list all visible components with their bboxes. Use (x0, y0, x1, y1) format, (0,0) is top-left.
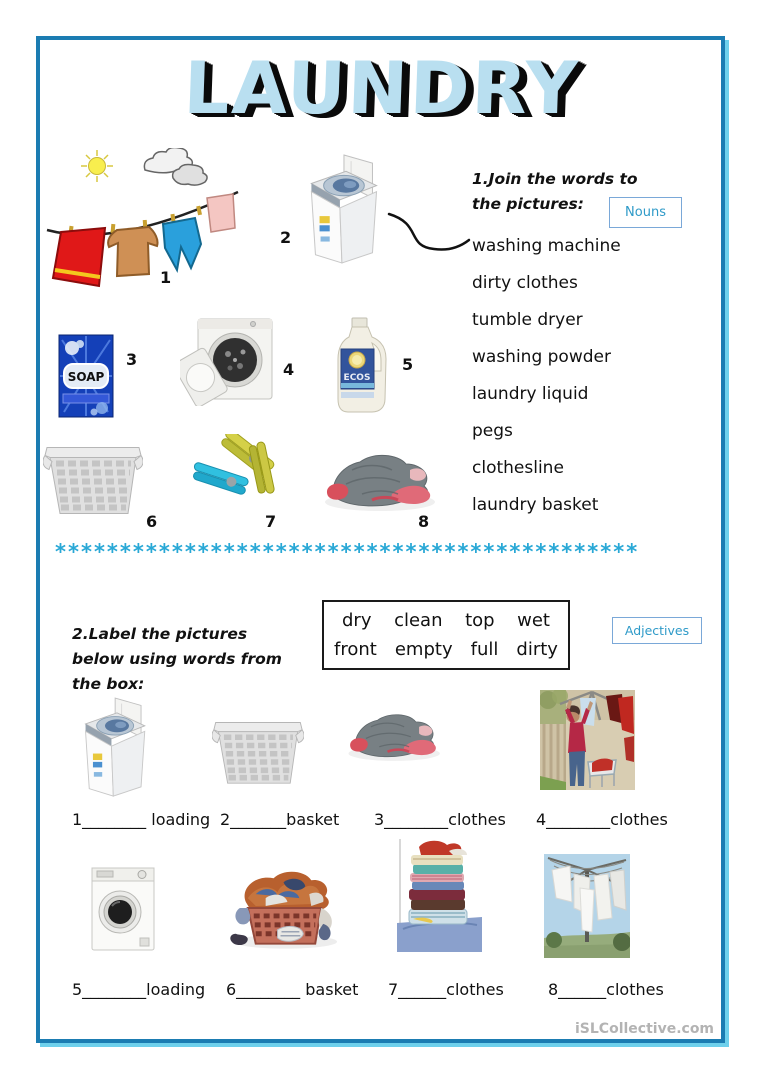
folded-clothes-image (397, 837, 482, 952)
full-basket-image (226, 868, 340, 950)
dirty-clothes-image (322, 450, 440, 512)
pink-cloth (207, 194, 235, 232)
soap-label: SOAP (67, 370, 105, 384)
top-load-washer-drawing (305, 153, 387, 267)
clothesline-image (45, 148, 240, 293)
word-tumble-dryer: tumble dryer (472, 310, 583, 330)
nouns-label: Nouns (625, 205, 666, 220)
dryer-drawing (180, 316, 275, 406)
picture-number-6: 6 (146, 512, 158, 531)
word-wet: wet (517, 610, 550, 631)
word-clean: clean (394, 610, 443, 631)
pegs-image (190, 434, 285, 498)
label-5-loading: 5________loading (72, 980, 206, 999)
word-empty: empty (394, 639, 453, 660)
bubble-icon (96, 402, 108, 414)
picture-number-5: 5 (402, 355, 414, 374)
nouns-box (609, 197, 682, 228)
clothes-pile-drawing (322, 450, 440, 512)
person-shirt (568, 722, 586, 753)
word-dry: dry (342, 610, 372, 631)
section2-instruction: 2.Label the pictures below using words from the box: (72, 625, 282, 693)
asterisk-separator: ********************************************* (55, 540, 640, 564)
blue-pants (163, 218, 201, 270)
picture-number-3: 3 (126, 350, 138, 369)
label-8-clothes: 8______clothes (548, 980, 664, 999)
word-box-row-1 (324, 610, 568, 631)
rotary-clothesline-photo (544, 854, 630, 958)
laundry-basket-image (43, 437, 143, 520)
washing-machine-image (305, 153, 387, 267)
islcollective-watermark: iSLCollective.com (575, 1021, 715, 1037)
connector-curve (389, 214, 469, 250)
liquid-bottle-drawing (336, 317, 388, 415)
picture-number-2: 2 (280, 228, 292, 247)
word-pegs: pegs (472, 421, 513, 441)
word-laundry-basket: laundry basket (472, 495, 599, 515)
empty-basket-image (212, 712, 304, 790)
label-1-loading: 1________ loading (72, 810, 211, 829)
word-front: front (334, 639, 377, 660)
basket-drawing (43, 437, 143, 520)
liquid-brand-label: ECOS (343, 373, 371, 383)
word-box-row-2 (324, 639, 568, 660)
adjectives-label: Adjectives (624, 623, 690, 638)
hanging-wet-clothes-photo (540, 690, 635, 790)
join-example-line (386, 208, 471, 256)
soap-box-drawing (58, 334, 114, 418)
word-washing-machine: washing machine (472, 236, 621, 256)
picture-number-1: 1 (160, 268, 172, 287)
noun-word-list (472, 228, 621, 524)
adjectives-box (612, 617, 702, 644)
picture-number-7: 7 (265, 512, 277, 531)
washer-knob (138, 871, 146, 879)
laundry-liquid-image (336, 317, 388, 415)
word-clothesline: clothesline (472, 458, 564, 478)
cyan-peg (191, 462, 250, 495)
picture-number-4: 4 (283, 360, 295, 379)
clothesline-drawing (45, 148, 240, 293)
body-right (340, 192, 377, 263)
label-6-basket: 6________ basket (226, 980, 359, 999)
tumble-dryer-image (180, 316, 275, 406)
sock (230, 934, 247, 945)
front-loading-washer-image (90, 864, 158, 954)
word-full: full (470, 639, 499, 660)
basket-rim (45, 448, 141, 458)
word-top: top (465, 610, 495, 631)
label-7-clothes: 7______clothes (388, 980, 504, 999)
bottle-cap (352, 318, 367, 327)
label-2-basket: 2_______basket (220, 810, 340, 829)
pegs-drawing (190, 434, 285, 498)
adjective-word-box (322, 600, 570, 670)
word-dirty: dirty (516, 639, 558, 660)
worksheet-title: LAUNDRY (182, 46, 581, 130)
picture-number-8: 8 (418, 512, 430, 531)
dirty-clothes-pile-image (346, 694, 444, 778)
word-dirty-clothes: dirty clothes (472, 273, 578, 293)
top-loading-washer-image (80, 692, 154, 804)
word-washing-powder: washing powder (472, 347, 611, 367)
word-laundry-liquid: laundry liquid (472, 384, 589, 404)
label-3-clothes: 3________clothes (374, 810, 506, 829)
washer-door (108, 900, 132, 924)
sun-icon (89, 158, 106, 175)
tan-shirt (108, 227, 157, 276)
label-4-clothes: 4________clothes (536, 810, 668, 829)
section1-instruction: 1.Join the words to the pictures: (472, 170, 638, 213)
washing-powder-image (58, 334, 114, 418)
